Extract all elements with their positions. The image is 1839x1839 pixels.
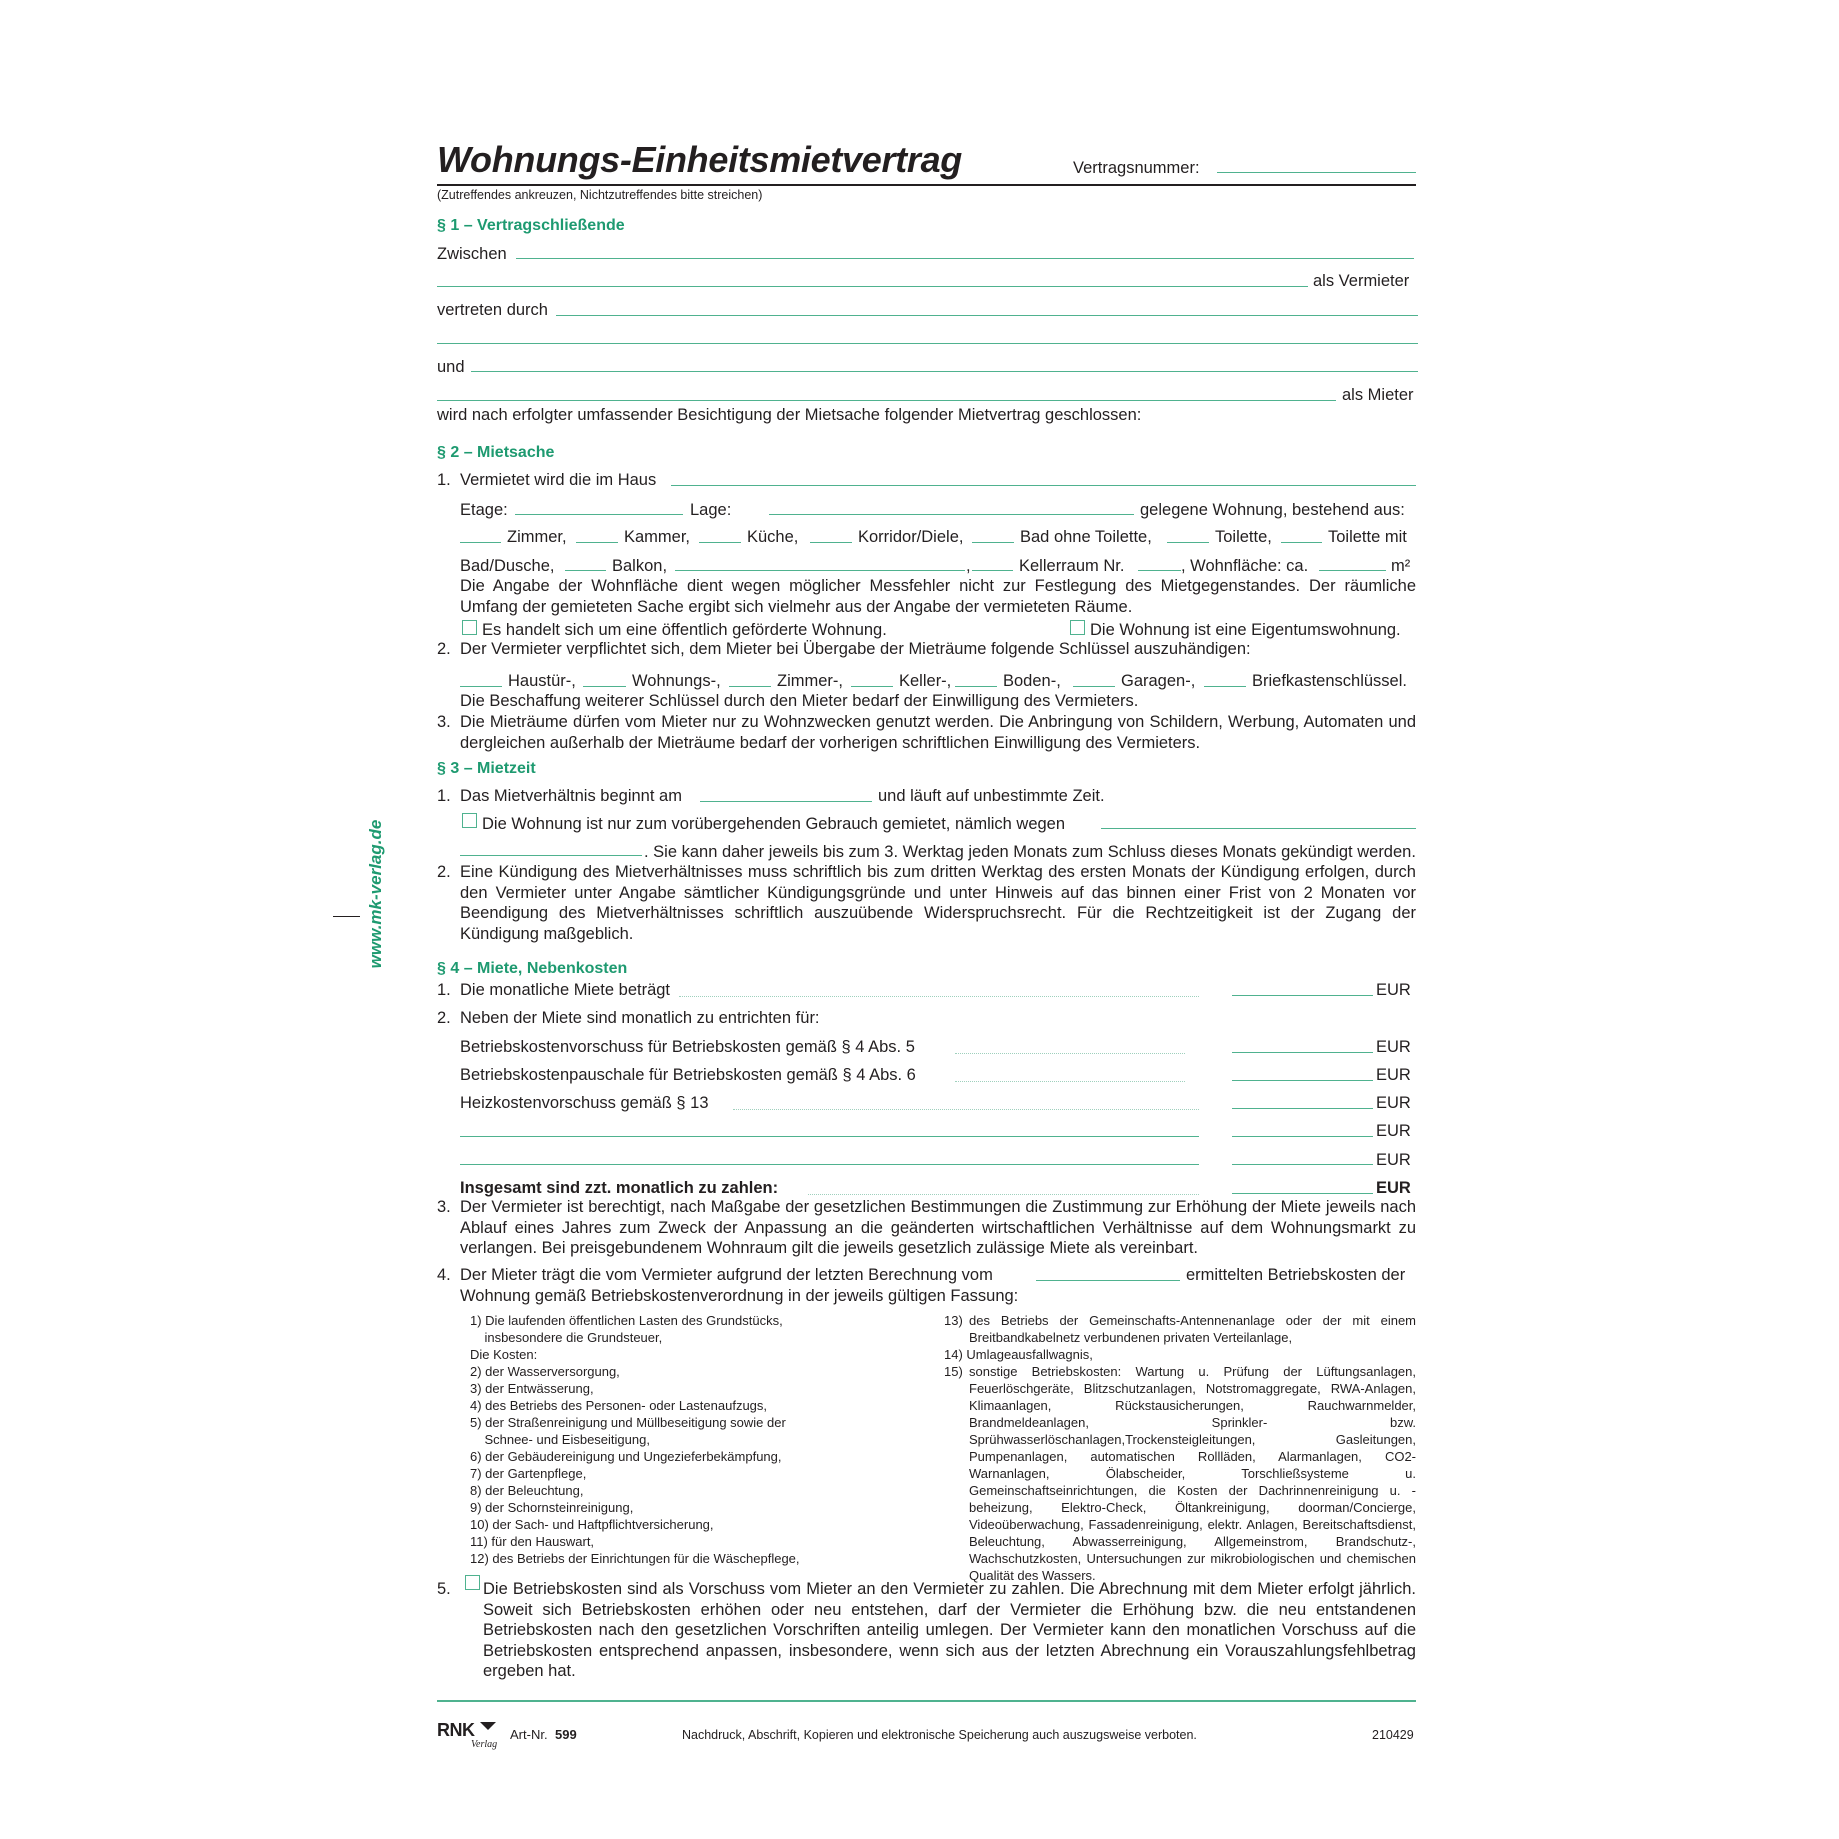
publicly-funded-label: Es handelt sich um eine öffentlich geförderte Wohnung. [482, 621, 887, 639]
cellar-label: Kellerraum Nr. [1019, 557, 1125, 575]
toilet-with-label: Toilette mit [1328, 528, 1407, 546]
cost-item: insbesondere die Grundsteuer, [470, 1330, 663, 1345]
rooms-label: Zimmer, [507, 528, 567, 546]
tenant-address-field[interactable] [437, 400, 1336, 401]
dot-leader [808, 1194, 1199, 1195]
side-url: www.mk-verlag.de [366, 819, 385, 969]
key-house-count-field[interactable] [460, 686, 502, 687]
temporary-reason-field[interactable] [1101, 828, 1416, 829]
key-room-count-field[interactable] [729, 686, 771, 687]
landlord-address-field[interactable] [437, 286, 1308, 287]
cost-item: 8) der Beleuchtung, [470, 1483, 584, 1498]
currency-label: EUR [1376, 1151, 1411, 1169]
section-1-heading: § 1 – Vertragschließende [437, 217, 625, 234]
copyright-notice: Nachdruck, Abschrift, Kopieren und elektronische Speicherung auch auszugsweise verboten. [682, 1728, 1197, 1742]
key-cellar-label: Keller-, [899, 672, 952, 690]
toilet-count-field[interactable] [1167, 542, 1209, 543]
cost-item: 10) der Sach- und Haftpflichtversicherung, [470, 1517, 714, 1532]
heating-cost-advance-field[interactable] [1232, 1108, 1373, 1109]
cost-item: 3) der Entwässerung, [470, 1381, 594, 1396]
bath-no-toilet-count-field[interactable] [972, 542, 1014, 543]
key-apartment-count-field[interactable] [583, 686, 626, 687]
representative-field[interactable] [556, 315, 1418, 316]
item-number: 3. [437, 713, 451, 731]
title-rule [437, 184, 1416, 186]
item-number: 2. [437, 640, 451, 658]
keys-intro-text: Der Vermieter verpflichtet sich, dem Mieter bei Übergabe der Mieträume folgende Schlüssel auszuhändigen: [460, 640, 1251, 658]
bath-no-toilet-label: Bad ohne Toilette, [1020, 528, 1152, 546]
operating-cost-flatrate-label: Betriebskostenpauschale für Betriebskosten gemäß § 4 Abs. 6 [460, 1066, 916, 1084]
operating-cost-flatrate-field[interactable] [1232, 1080, 1373, 1081]
publisher-logo-subtitle: Verlag [471, 1739, 498, 1750]
cost-13-text: des Betriebs der Gemeinschafts-Antennenanlage oder der mit einem Breitbandkabelnetz verbundenen privaten Verteilanlage, [969, 1313, 1416, 1345]
key-attic-count-field[interactable] [955, 686, 997, 687]
advance-payment-text: Die Betriebskosten sind als Vorschuss vom Mieter an den Vermieter zu zahlen. Die Abrechnung mit dem Mieter erfolgt jährlich. Soweit sich Betriebskosten erhöhen oder neu entstehen, darf der Vermieter die Erhöhung bzw. die neu entstandenen Betriebskosten nach den gesetzlichen Vorschriften anteilig umlegen. Der Vermieter kann den monatlichen Vorschuss auf die Betriebskosten entsprechend anpassen, insbesondere, wenn sich aus der letzten Abrechnung ein Vorauszahlungsfehlbetrag ergeben hat. [483, 1580, 1416, 1680]
chamber-label: Kammer, [624, 528, 691, 546]
monthly-termination-text: . Sie kann daher jeweils bis zum 3. Werktag jeden Monats zum Schluss dieses Monats gekündigt werden. [644, 843, 1416, 861]
temporary-use-checkbox[interactable] [462, 813, 477, 828]
kitchen-label: Küche, [747, 528, 799, 546]
representative-field-2[interactable] [437, 343, 1418, 344]
key-cellar-count-field[interactable] [851, 686, 893, 687]
residential-use-text: Die Mieträume dürfen vom Mieter nur zu Wohnzwecken genutzt werden. Die Anbringung von Schildern, Werbung, Automaten und dergleichen außerhalb der Mieträume bedarf der vorherigen schriftlichen Einwilligung des Vermieters. [460, 713, 1416, 752]
floor-label: Etage: [460, 501, 508, 519]
item-number: 4. [437, 1266, 451, 1284]
item-number: 1. [437, 471, 451, 489]
item-number: 1. [437, 787, 451, 805]
bath-shower-label: Bad/Dusche, [460, 557, 555, 575]
as-landlord-label: als Vermieter [1313, 272, 1410, 290]
article-number-label: Art-Nr. [510, 1727, 548, 1742]
unlimited-term-label: und läuft auf unbestimmte Zeit. [878, 787, 1105, 805]
cellar-count-field[interactable] [972, 570, 1013, 571]
cost-item: Die Kosten: [470, 1347, 538, 1362]
logo-triangle-icon [480, 1722, 496, 1730]
bath-shower-count-field[interactable] [565, 570, 606, 571]
operating-cost-advance-label: Betriebskostenvorschuss für Betriebskosten gemäß § 4 Abs. 5 [460, 1038, 915, 1056]
article-number: 599 [555, 1727, 577, 1742]
cost-item: 9) der Schornsteinreinigung, [470, 1500, 634, 1515]
key-mailbox-label: Briefkastenschlüssel. [1252, 672, 1407, 690]
temporary-reason-field-2[interactable] [460, 855, 642, 856]
cost-calculation-text: Der Mieter trägt die vom Vermieter aufgrund der letzten Berechnung vom [460, 1266, 993, 1284]
key-room-label: Zimmer-, [777, 672, 843, 690]
instruction-note: (Zutreffendes ankreuzen, Nichtzutreffendes bitte streichen) [437, 188, 763, 202]
other-rooms-field[interactable] [675, 570, 965, 571]
advance-payment-checkbox[interactable] [465, 1575, 480, 1590]
key-garage-label: Garagen-, [1121, 672, 1196, 690]
corridor-count-field[interactable] [810, 542, 852, 543]
keys-note-text: Die Beschaffung weiterer Schlüssel durch den Mieter bedarf der Einwilligung des Vermieters. [460, 692, 1139, 710]
section-3-heading: § 3 – Mietzeit [437, 760, 536, 777]
corridor-label: Korridor/Diele, [858, 528, 964, 546]
dot-leader [733, 1109, 1199, 1110]
item-number: 2. [437, 1009, 451, 1027]
total-monthly-field[interactable] [1232, 1193, 1373, 1194]
start-date-field[interactable] [700, 801, 872, 802]
comma-separator: , [966, 557, 971, 575]
cost-item: 4) des Betriebs des Personen- oder Lastenaufzugs, [470, 1398, 768, 1413]
cost-15-number: 15) [944, 1364, 963, 1379]
key-attic-label: Boden-, [1003, 672, 1061, 690]
dot-leader [955, 1081, 1185, 1082]
key-mailbox-count-field[interactable] [1204, 686, 1246, 687]
termination-terms-text: Eine Kündigung des Mietverhältnisses muss schriftlich bis zum dritten Werktag des ersten Monats der Kündigung erfolgen, durch den Vermieter unter Angabe sämtlicher Kündigungsgründe und unter Hinweis auf das binnen einer Frist von 2 Monaten vor Beendigung des Mietverhältnisses schriftlich auszuübende Widerspruchsrecht. Für die Rechtzeitigkeit ist der Zugang der Kündigung maßgeblich. [460, 863, 1416, 943]
item-number: 3. [437, 1198, 451, 1216]
key-garage-count-field[interactable] [1073, 686, 1115, 687]
section-4-heading: § 4 – Miete, Nebenkosten [437, 960, 628, 977]
besides-rent-label: Neben der Miete sind monatlich zu entrichten für: [460, 1009, 820, 1027]
extra-cost-description-field[interactable] [460, 1136, 1199, 1137]
currency-label: EUR [1376, 981, 1411, 999]
cost-14-text: 14) Umlageausfallwagnis, [944, 1347, 1093, 1362]
currency-label: EUR [1376, 1066, 1411, 1084]
section-2-heading: § 2 – Mietsache [437, 444, 555, 461]
balcony-label: Balkon, [612, 557, 668, 575]
key-house-label: Haustür-, [508, 672, 576, 690]
cost-calculation-text-2: ermittelten Betriebskosten der [1186, 1266, 1406, 1284]
tenancy-begins-label: Das Mietverhältnis beginnt am [460, 787, 682, 805]
footer-rule [437, 1700, 1416, 1702]
cost-regulation-text: Wohnung gemäß Betriebskostenverordnung in der jeweils gültigen Fassung: [460, 1287, 1019, 1305]
cost-item: 7) der Gartenpflege, [470, 1466, 587, 1481]
living-area-field[interactable] [1319, 570, 1386, 571]
contract-page [437, 0, 1416, 1839]
cost-item: 2) der Wasserversorgung, [470, 1364, 620, 1379]
apartment-consisting-label: gelegene Wohnung, bestehend aus: [1140, 501, 1405, 519]
total-monthly-label: Insgesamt sind zzt. monatlich zu zahlen: [460, 1179, 779, 1197]
costs-list-left [470, 1312, 800, 1567]
publisher-logo [437, 1720, 503, 1754]
cost-item: 11) für den Hauswart, [470, 1534, 595, 1549]
calculation-date-field[interactable] [1036, 1280, 1180, 1281]
condominium-checkbox[interactable] [1070, 620, 1085, 635]
living-area-note: Die Angabe der Wohnfläche dient wegen möglicher Messfehler nicht zur Festlegung des Mietgegenstandes. Der räumliche Umfang der gemieteten Sache ergibt sich vielmehr aus der Angabe der vermieteten Räume. [460, 577, 1416, 616]
contract-number-field[interactable] [1217, 172, 1416, 173]
house-address-field[interactable] [671, 485, 1416, 486]
dot-leader [679, 996, 1199, 997]
floor-field[interactable] [515, 514, 683, 515]
and-label: und [437, 358, 465, 376]
landlord-name-field[interactable] [516, 258, 1414, 259]
extra-cost-description-field-2[interactable] [460, 1164, 1199, 1165]
currency-label: EUR [1376, 1094, 1411, 1112]
square-meter-unit: m² [1391, 557, 1411, 575]
extra-cost-amount-field-2[interactable] [1232, 1164, 1373, 1165]
heating-cost-advance-label: Heizkostenvorschuss gemäß § 13 [460, 1094, 709, 1112]
cost-item: 12) des Betriebs der Einrichtungen für die Wäschepflege, [470, 1551, 800, 1566]
cellar-number-field[interactable] [1138, 570, 1181, 571]
dot-leader [955, 1053, 1185, 1054]
rent-increase-text: Der Vermieter ist berechtigt, nach Maßgabe der gesetzlichen Bestimmungen die Zustimmung zur Erhöhung der Miete jeweils nach Ablauf eines Jahres zum Zweck der Anpassung an die geänderten wirtschaftlichen Verhältnisse auf dem Wohnungsmarkt zu verlangen. Bei preisgebundenem Wohnraum gilt die jeweils gesetzlich zulässige Miete als vereinbart. [460, 1198, 1416, 1257]
currency-label: EUR [1376, 1122, 1411, 1140]
monthly-rent-label: Die monatliche Miete beträgt [460, 981, 671, 999]
cost-15-text: sonstige Betriebskosten: Wartung u. Prüfung der Lüftungsanlagen, Feuerlöschgeräte, Blitzschutzanlagen, Notstromaggregate, RWA-Anlagen, Klimaanlagen, Rückstausicherungen, Rauchwarnmelder, Brandmeldeanlagen, Sprinkler- bzw. Sprühwasserlöschanlagen,Trockensteigleitungen, Gasleitungen, Pumpenanlagen, automatischen Rollläden, Alarmanlagen, CO2-Warnanlagen, Ölabscheider, Torschließsysteme u. Gemeinschaftseinrichtungen, die Kosten der Dachrinnenreinigung u. -beheizung, Elektro-Check, Öltankreinigung, doorman/Concierge, Videoüberwachung, Fassadenreinigung, elektr. Anlagen, Bereitschaftsdienst, Beleuchtung, Abwasserreinigung, Allgemeinstrom, Brandschutz-, Wachschutzkosten, Untersuchungen zur mikrobiologischen und chemischen Qualität des Wassers. [969, 1364, 1416, 1583]
temporary-use-label: Die Wohnung ist nur zum vorübergehenden Gebrauch gemietet, nämlich wegen [482, 815, 1066, 833]
extra-cost-amount-field[interactable] [1232, 1136, 1373, 1137]
contract-concluded-text: wird nach erfolgter umfassender Besichtigung der Mietsache folgender Mietvertrag geschlossen: [437, 406, 1142, 424]
item-number: 1. [437, 981, 451, 999]
cost-13-number: 13) [944, 1313, 963, 1328]
condominium-label: Die Wohnung ist eine Eigentumswohnung. [1090, 621, 1401, 639]
document-title: Wohnungs-Einheitsmietvertrag [437, 139, 962, 180]
between-label: Zwischen [437, 245, 507, 263]
contract-number-label: Vertragsnummer: [1073, 159, 1200, 177]
toilet-with-count-field[interactable] [1281, 542, 1322, 543]
monthly-rent-field[interactable] [1232, 995, 1373, 996]
currency-label: EUR [1376, 1179, 1411, 1197]
rented-house-label: Vermietet wird die im Haus [460, 471, 657, 489]
chamber-count-field[interactable] [576, 542, 618, 543]
fold-mark [333, 916, 360, 917]
currency-label: EUR [1376, 1038, 1411, 1056]
cost-item: 6) der Gebäudereinigung und Ungezieferbekämpfung, [470, 1449, 782, 1464]
publisher-logo-text: RNK [437, 1720, 475, 1740]
toilet-label: Toilette, [1215, 528, 1272, 546]
cost-item: Schnee- und Eisbeseitigung, [470, 1432, 650, 1447]
publicly-funded-checkbox[interactable] [462, 620, 477, 635]
operating-cost-advance-field[interactable] [1232, 1052, 1373, 1053]
rooms-count-field[interactable] [460, 542, 501, 543]
location-field[interactable] [769, 514, 1134, 515]
as-tenant-label: als Mieter [1342, 386, 1414, 404]
key-apartment-label: Wohnungs-, [632, 672, 721, 690]
item-number: 5. [437, 1580, 451, 1598]
tenant-name-field[interactable] [471, 371, 1418, 372]
form-code: 210429 [1372, 1728, 1414, 1742]
represented-by-label: vertreten durch [437, 301, 548, 319]
cost-item: 5) der Straßenreinigung und Müllbeseitigung sowie der [470, 1415, 786, 1430]
cost-item: 1) Die laufenden öffentlichen Lasten des Grundstücks, [470, 1313, 783, 1328]
item-number: 2. [437, 863, 451, 881]
living-area-label: , Wohnfläche: ca. [1181, 557, 1309, 575]
kitchen-count-field[interactable] [699, 542, 741, 543]
location-label: Lage: [690, 501, 732, 519]
